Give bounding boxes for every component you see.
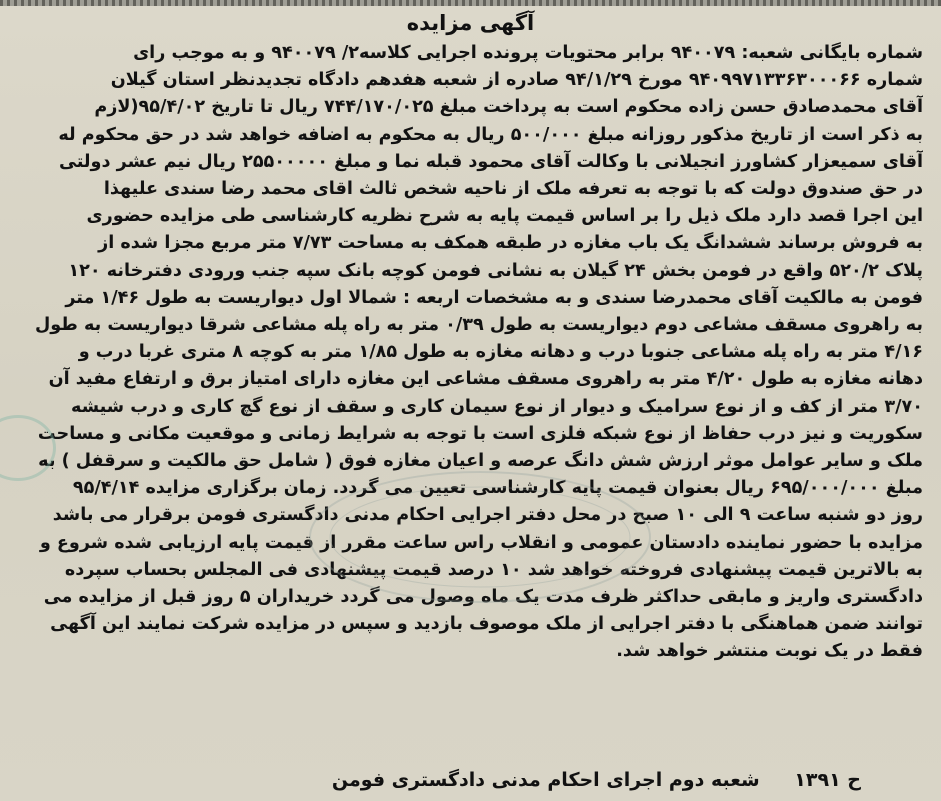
notice-line: سکوریت و نیز درب حفاظ از نوع شبکه فلزی است با توجه به شرایط زمانی و موقعیت مکانی و مساحت <box>37 423 923 444</box>
notice-line: مزایده با حضور نماینده دادستان عمومی و انقلاب راس ساعت مقرر از قیمت پایه ارزیابی شده شروع و <box>39 532 923 553</box>
notice-line: توانند ضمن هماهنگی با دفتر اجرایی از ملک موصوف بازدید و سپس در مزایده شرکت نمایند این آگهی <box>50 614 923 635</box>
signature-issuer: شعبه دوم اجرای احکام مدنی دادگستری فومن <box>331 769 760 791</box>
notice-line: شماره بایگانی شعبه: ۹۴۰۰۷۹ برابر محتویات پرونده اجرایی کلاسه۲/ ۹۴۰۰۷۹ و به موجب رای <box>133 43 923 63</box>
notice-line: دادگستری واریز و مابقی حداکثر ظرف مدت یک ماه وصول می گردد خریداران ۵ روز قبل از مزایده می <box>43 587 923 608</box>
notice-line: ۳/۷۰ متر از کف و از نوع سرامیک و دیوار از نوع سیمان کاری و سقف از نوع گچ کاری و درب شیشه <box>71 396 923 417</box>
notice-line: دهانه مغازه به طول ۴/۲۰ متر به راهروی مسقف مشاعی این مغازه دارای امتیاز برق و ارتفاع مفید آن <box>48 369 923 390</box>
notice-line: فقط در یک نوبت منتشر خواهد شد. <box>616 641 923 662</box>
notice-line: آقای محمدصادق حسن زاده محکوم است به پرداخت مبلغ ۷۴۴/۱۷۰/۰۲۵ ریال تا تاریخ ۹۵/۴/۰۲(لازم <box>94 97 923 118</box>
torn-top-edge <box>0 0 941 6</box>
notice-line: ۴/۱۶ متر به راه پله مشاعی جنوبا درب و دهانه مغازه به طول ۱/۸۵ متر به کوچه ۸ متری غربا درب و <box>78 342 923 363</box>
notice-line: به فروش برساند ششدانگ یک باب مغازه در طبقه همکف به مساحت ۷/۷۳ متر مربع مجزا شده از <box>98 233 923 254</box>
notice-line: به ذکر است از تاریخ مذکور روزانه مبلغ ۵۰۰/۰۰۰ ریال به محکوم به اضافه خواهد شد در حق محکوم له <box>58 124 923 145</box>
notice-line: مبلغ ۶۹۵/۰۰۰/۰۰۰ ریال بعنوان قیمت پایه کارشناسی تعیین می گردد. زمان برگزاری مزایده ۹۵/۴/۱۴ <box>72 478 923 499</box>
notice-line: آقای سمیعزار کشاورز انجیلانی با وکالت آقای محمود قبله نما و مبلغ ۲۵۵۰۰۰۰۰ ریال نیم عشر دولتی <box>58 151 923 172</box>
notice-signature <box>0 766 941 794</box>
notice-line: به راهروی مسقف مشاعی دوم دیواریست به طول ۰/۳۹ متر به راه پله مشاعی شرقا دیواریست به طول <box>34 315 923 336</box>
notice-title: آگهی مزایده <box>406 11 535 35</box>
notice-line: شماره ۹۴۰۹۹۷۱۳۳۶۳۰۰۰۶۶ مورخ ۹۴/۱/۲۹ صادره از شعبه هفدهم دادگاه تجدیدنظر استان گیلان <box>110 70 923 91</box>
notice-line: این اجرا قصد دارد ملک ذیل را بر اساس قیمت پایه به شرح نظریه کارشناسی طی مزایده حضوری <box>86 206 923 227</box>
notice-body <box>18 40 923 666</box>
notice-line: فومن به مالکیت آقای محمدرضا سندی و به مشخصات اربعه : شمالا اول دیواریست به طول ۱/۴۶ متر <box>65 287 923 308</box>
notice-line: پلاک ۵۲۰/۲ واقع در فومن بخش ۲۴ گیلان به نشانی فومن کوچه بانک سپه جنب ورودی دفترخانه ۱۲۰ <box>68 260 923 281</box>
notice-line: در حق صندوق دولت که با توجه به تعرفه ملک از ناحیه شخص ثالث اقای محمد رضا سندی علیهذا <box>103 179 923 200</box>
signature-code: ح ۱۳۹۱ <box>794 769 861 791</box>
notice-line: ملک و سایر عوامل موثر ارزش شش دانگ عرصه و اعیان مغازه فوق ( شامل حق مالکیت و سرقفل ) به <box>38 451 923 472</box>
notice-line: روز دو شنبه ساعت ۹ الی ۱۰ صبح در محل دفتر اجرایی احکام مدنی دادگستری فومن برقرار می باشد <box>52 505 923 526</box>
notice-line: به بالاترین قیمت پیشنهادی فروخته خواهد شد ۱۰ درصد قیمت پیشنهادی فی المجلس بحساب سپرده <box>64 559 923 580</box>
